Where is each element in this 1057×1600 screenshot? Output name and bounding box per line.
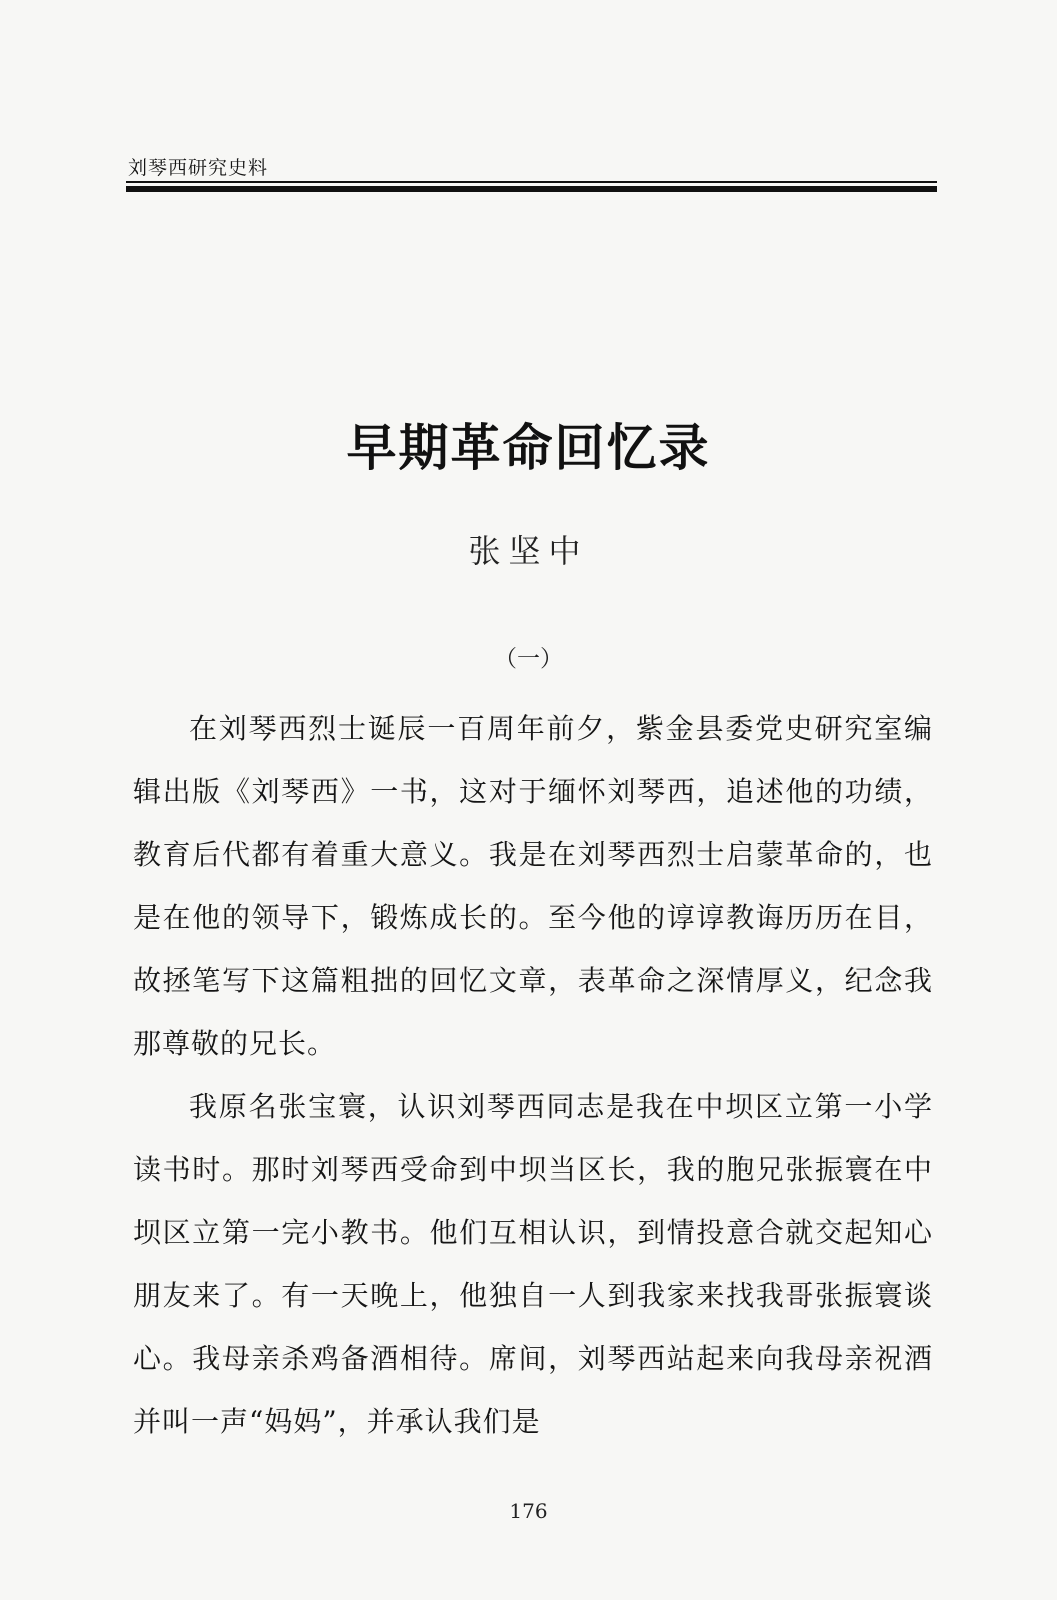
article-title: 早期革命回忆录 xyxy=(346,418,711,477)
section-label: （一） xyxy=(494,646,563,672)
body-text xyxy=(133,697,933,1453)
article-author: 张坚中 xyxy=(468,532,589,570)
header-rule-thin xyxy=(126,181,937,183)
paragraph: 在刘琴西烈士诞辰一百周年前夕，紫金县委党史研究室编辑出版《刘琴西》一书，这对于缅怀刘琴西，追述他的功绩，教育后代都有着重大意义。我是在刘琴西烈士启蒙革命的，也是在他的领导下，锻炼成长的。至今他的谆谆教诲历历在目，故拯笔写下这篇粗拙的回忆文章，表革命之深情厚义，纪念我那尊敬的兄长。 xyxy=(133,712,933,1060)
running-head: 刘琴西研究史料 xyxy=(128,157,269,179)
paragraph: 我原名张宝寰，认识刘琴西同志是我在中坝区立第一小学读书时。那时刘琴西受命到中坝当区长，我的胞兄张振寰在中坝区立第一完小教书。他们互相认识，到情投意合就交起知心朋友来了。有一天晚上，他独自一人到我家来找我哥张振寰谈心。我母亲杀鸡备酒相待。席间，刘琴西站起来向我母亲祝酒并叫一声“妈妈”，并承认我们是 xyxy=(133,1090,933,1438)
header-rule-thick xyxy=(126,186,937,192)
page-number: 176 xyxy=(509,1499,548,1523)
